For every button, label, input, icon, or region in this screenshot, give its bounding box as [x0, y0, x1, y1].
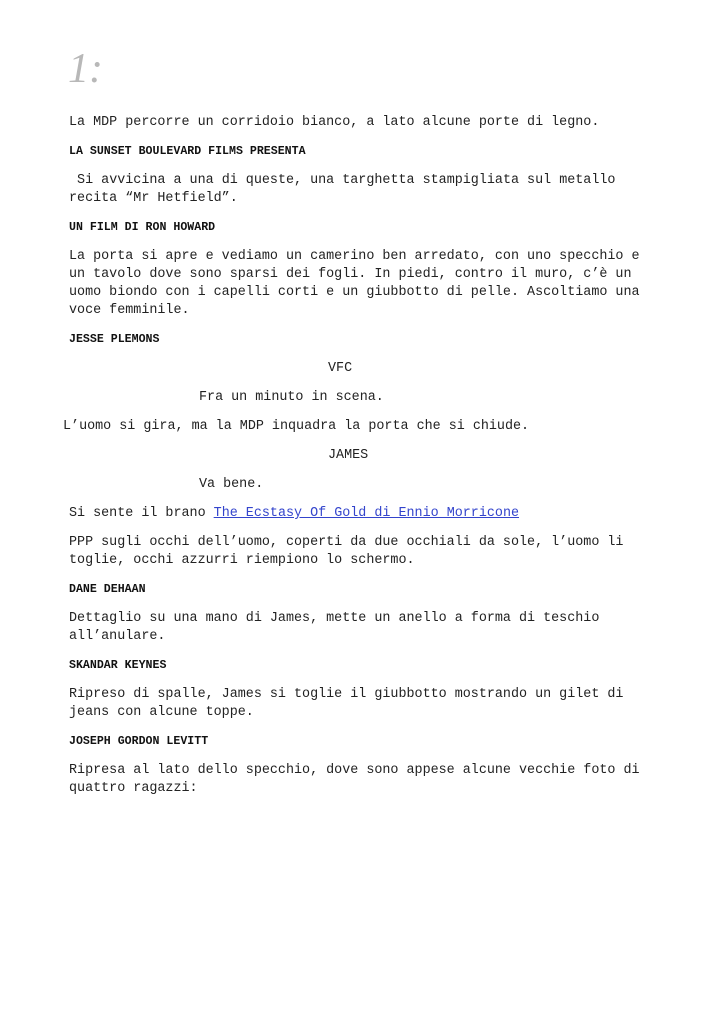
action-text: Si sente il brano: [69, 506, 214, 521]
action-line: Si avvicina a una di queste, una targhetta stampigliata sul metallo recita “Mr Hetfield”.: [69, 173, 624, 206]
action-line: La porta si apre e vediamo un camerino ben arredato, con uno specchio e un tavolo dove sono sparsi dei fogli. In piedi, contro il muro, c’è un uomo biondo con i capelli corti e un giubbotto di pelle. Ascoltiamo una voce femminile.: [69, 249, 640, 318]
action-line: [69, 505, 649, 523]
credit-line: UN FILM DI RON HOWARD: [69, 221, 216, 234]
action-line: L’uomo si gira, ma la MDP inquadra la porta che si chiude.: [63, 419, 530, 434]
dialogue-line: Va bene.: [199, 477, 264, 492]
credit-line: JESSE PLEMONS: [69, 333, 160, 346]
character-name: VFC: [328, 361, 353, 376]
credit-line: LA SUNSET BOULEVARD FILMS PRESENTA: [69, 145, 306, 158]
action-line: Ripresa al lato dello specchio, dove sono appese alcune vecchie foto di quattro ragazzi:: [69, 763, 640, 796]
credit-line: JOSEPH GORDON LEVITT: [69, 735, 209, 748]
credit-line: SKANDAR KEYNES: [69, 659, 167, 672]
credit-line: DANE DEHAAN: [69, 583, 146, 596]
song-link[interactable]: The Ecstasy Of Gold di Ennio Morricone: [213, 506, 520, 521]
scene-number: 1:: [68, 46, 103, 92]
character-name: JAMES: [328, 448, 369, 463]
action-line: Ripreso di spalle, James si toglie il giubbotto mostrando un gilet di jeans con alcune toppe.: [69, 687, 624, 720]
action-line: La MDP percorre un corridoio bianco, a lato alcune porte di legno.: [69, 115, 600, 130]
action-line: Dettaglio su una mano di James, mette un anello a forma di teschio all’anulare.: [69, 611, 600, 644]
script-content: [63, 114, 649, 809]
dialogue-line: Fra un minuto in scena.: [199, 390, 384, 405]
action-line: PPP sugli occhi dell’uomo, coperti da due occhiali da sole, l’uomo li toglie, occhi azzurri riempiono lo schermo.: [69, 535, 624, 568]
